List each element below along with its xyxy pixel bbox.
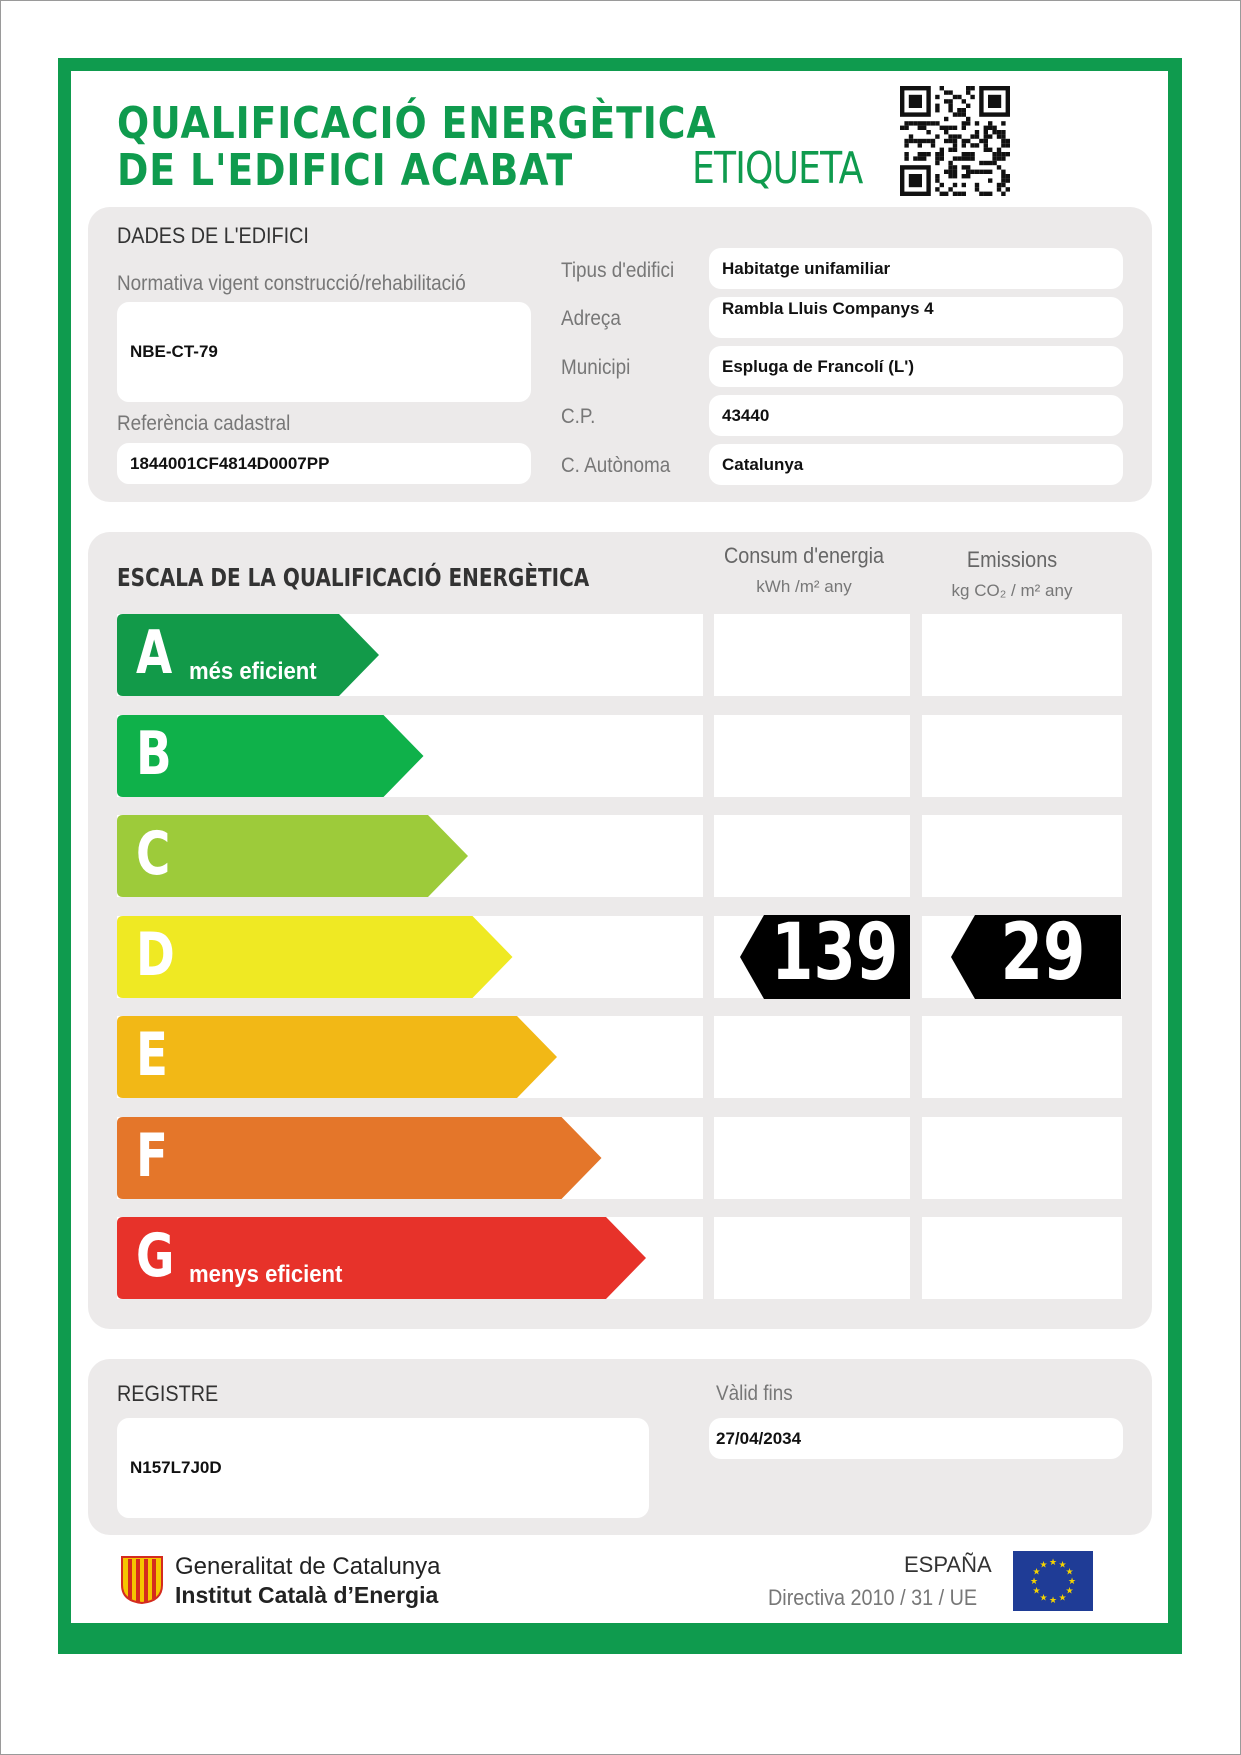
row-emissions-cell (922, 614, 1122, 696)
class-letter-b: B (136, 719, 172, 789)
svg-text:★: ★ (1039, 1592, 1048, 1603)
class-letter-d: D (136, 920, 175, 990)
emissions-rating-value: 29 (1000, 908, 1086, 998)
consum-rating-value: 139 (771, 908, 899, 998)
adreca-field: Rambla Lluis Companys 4 (709, 297, 1123, 338)
eu-flag-icon (1013, 1551, 1093, 1611)
svg-text:★: ★ (1032, 1566, 1041, 1577)
ref-cadastral-field: 1844001CF4814D0007PP (117, 443, 531, 484)
normativa-label: Normativa vigent construcció/rehabilitació (117, 272, 466, 295)
municipi-label: Municipi (561, 356, 631, 379)
autonoma-label: C. Autònoma (561, 454, 671, 477)
valid-label: Vàlid fins (716, 1382, 793, 1405)
class-arrow-d (117, 916, 515, 998)
row-emissions-cell (922, 815, 1122, 897)
row-emissions-cell (922, 715, 1122, 797)
svg-text:★: ★ (1048, 1595, 1058, 1605)
svg-text:★: ★ (1065, 1566, 1074, 1577)
building-data-heading: DADES DE L'EDIFICI (117, 223, 309, 248)
scale-title: ESCALA DE LA QUALIFICACIÓ ENERGÈTICA (117, 563, 590, 592)
row-consum-cell (714, 715, 910, 797)
valid-field: 27/04/2034 (709, 1418, 1123, 1459)
label-etiqueta: ETIQUETA (692, 143, 863, 194)
svg-text:★: ★ (1029, 1576, 1039, 1586)
svg-text:★: ★ (1039, 1559, 1048, 1570)
row-emissions-cell (922, 1117, 1122, 1199)
emissions-unit: kg CO₂ / m² any (951, 581, 1073, 600)
tipus-field: Habitatge unifamiliar (709, 248, 1123, 289)
svg-text:★: ★ (1058, 1559, 1067, 1570)
class-letter-a: A (136, 618, 173, 688)
svg-text:★: ★ (1065, 1585, 1074, 1596)
directive-label: Directiva 2010 / 31 / UE (768, 1585, 978, 1610)
org-line-1: Generalitat de Catalunya (175, 1553, 441, 1580)
ref-cadastral-label: Referència cadastral (117, 412, 291, 435)
consum-heading: Consum d'energia (723, 543, 885, 568)
emissions-heading: Emissions (966, 547, 1058, 572)
title-line-1: QUALIFICACIÓ ENERGÈTICA (117, 98, 717, 149)
svg-text:★: ★ (1058, 1592, 1067, 1603)
registre-field: N157L7J0D (117, 1418, 649, 1518)
class-letter-c: C (136, 819, 171, 889)
row-consum-cell (714, 1016, 910, 1098)
row-emissions-cell (922, 1217, 1122, 1299)
class-letter-e: E (136, 1020, 168, 1090)
svg-text:★: ★ (1032, 1585, 1041, 1596)
row-consum-cell (714, 1117, 910, 1199)
normativa-field: NBE-CT-79 (117, 302, 531, 402)
registre-heading: REGISTRE (117, 1381, 219, 1406)
title-line-2: DE L'EDIFICI ACABAT (117, 145, 574, 196)
row-emissions-cell (922, 1016, 1122, 1098)
class-note-g: menys eficient (189, 1261, 343, 1288)
class-letter-g: G (136, 1221, 175, 1291)
cp-field: 43440 (709, 395, 1123, 436)
consum-unit: kWh /m² any (756, 577, 852, 596)
tipus-label: Tipus d'edifici (561, 259, 675, 282)
svg-text:★: ★ (1048, 1557, 1058, 1567)
row-consum-cell (714, 1217, 910, 1299)
row-consum-cell (714, 815, 910, 897)
row-consum-cell (714, 614, 910, 696)
adreca-label: Adreça (561, 307, 621, 330)
org-line-2: Institut Català d’Energia (175, 1582, 439, 1608)
qr-code-icon (900, 86, 1010, 196)
svg-text:★: ★ (1067, 1576, 1077, 1586)
autonoma-field: Catalunya (709, 444, 1123, 485)
generalitat-flag-icon (120, 1555, 164, 1605)
class-arrow-e (117, 1016, 559, 1098)
country-label: ESPAÑA (904, 1552, 992, 1577)
cp-label: C.P. (561, 405, 596, 428)
class-arrow-f (117, 1117, 604, 1199)
class-note-a: més eficient (189, 658, 317, 685)
municipi-field: Espluga de Francolí (L') (709, 346, 1123, 387)
class-letter-f: F (136, 1121, 168, 1191)
